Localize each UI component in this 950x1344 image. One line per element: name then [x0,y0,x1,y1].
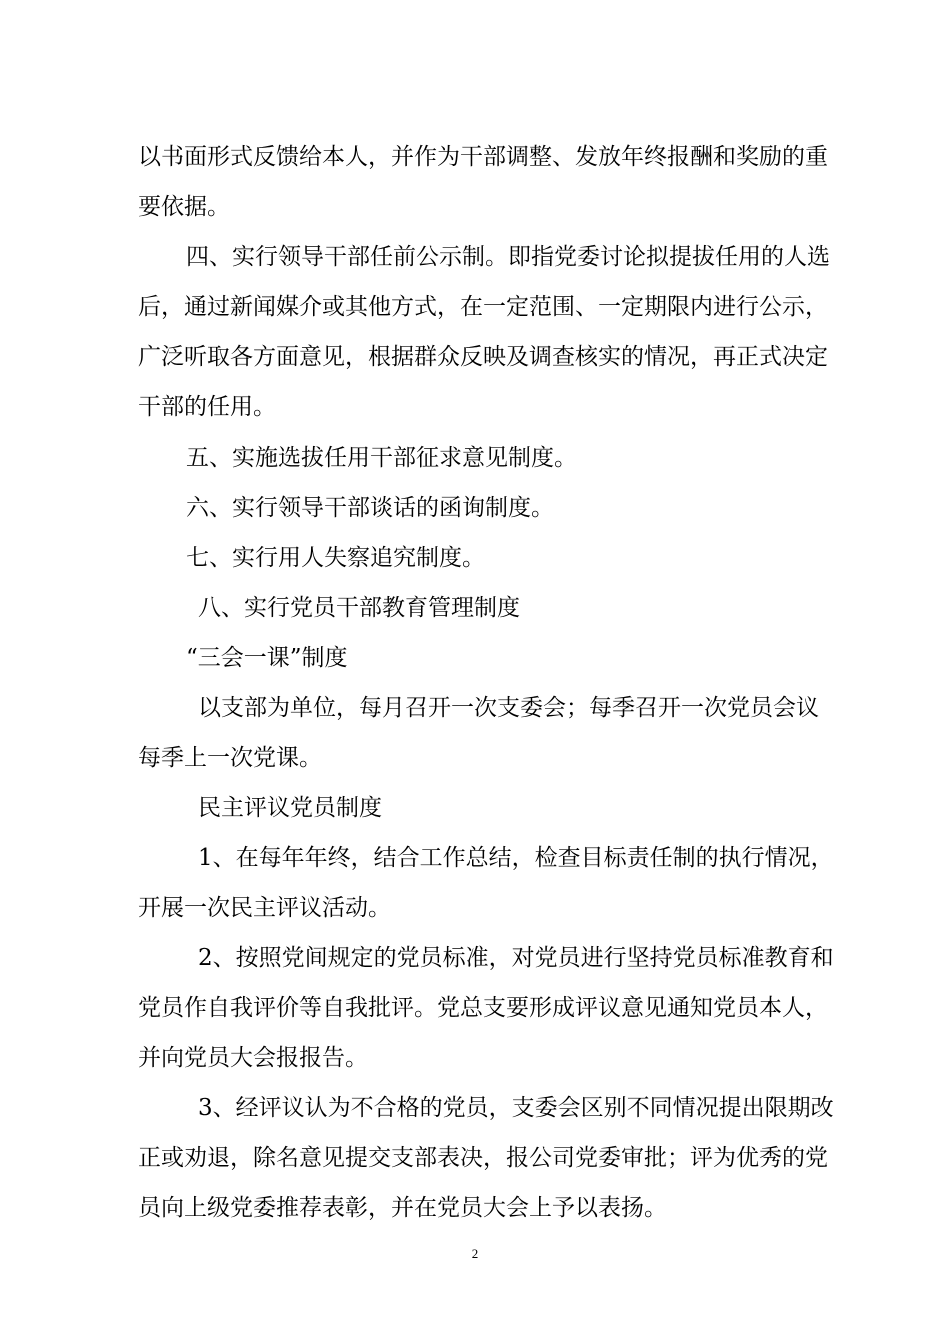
text-line: 并向党员大会报报告。 [138,1045,368,1071]
text-line: 要依据。 [138,194,230,220]
text-line: 党员作自我评价等自我批评。党总支要形成评议意见通知党员本人， [138,995,828,1021]
text-line: 1、在每年年终，结合工作总结，检查目标责任制的执行情况， [198,845,834,871]
text-line: 后，通过新闻媒介或其他方式，在一定范围、一定期限内进行公示， [138,294,828,320]
text-line: “三会一课”制度 [186,645,348,671]
text-line: 每季上一次党课。 [138,745,322,771]
text-line: 以书面形式反馈给本人，并作为干部调整、发放年终报酬和奖励的重 [138,144,828,170]
text-line: 员向上级党委推荐表彰，并在党员大会上予以表扬。 [138,1195,667,1221]
text-line: 六、实行领导干部谈话的函询制度。 [186,495,554,521]
text-line: 八、实行党员干部教育管理制度 [198,595,520,621]
text-line: 开展一次民主评议活动。 [138,895,391,921]
text-line: 3、经评议认为不合格的党员，支委会区别不同情况提出限期改 [198,1095,834,1121]
page-number: 2 [471,1246,479,1261]
text-line: 四、实行领导干部任前公示制。即指党委讨论拟提拔任用的人选 [186,244,830,270]
text-line: 民主评议党员制度 [198,795,382,821]
text-line: 五、实施选拔任用干部征求意见制度。 [186,445,577,471]
text-line: 七、实行用人失察追究制度。 [186,545,485,571]
text-line: 2、按照党间规定的党员标准，对党员进行坚持党员标准教育和 [198,945,834,971]
text-line: 正或劝退，除名意见提交支部表决，报公司党委审批；评为优秀的党 [138,1145,828,1171]
text-line: 干部的任用。 [138,394,276,420]
text-line: 广泛听取各方面意见，根据群众反映及调查核实的情况，再正式决定 [138,344,828,370]
text-line: 以支部为单位，每月召开一次支委会；每季召开一次党员会议 [198,695,819,721]
